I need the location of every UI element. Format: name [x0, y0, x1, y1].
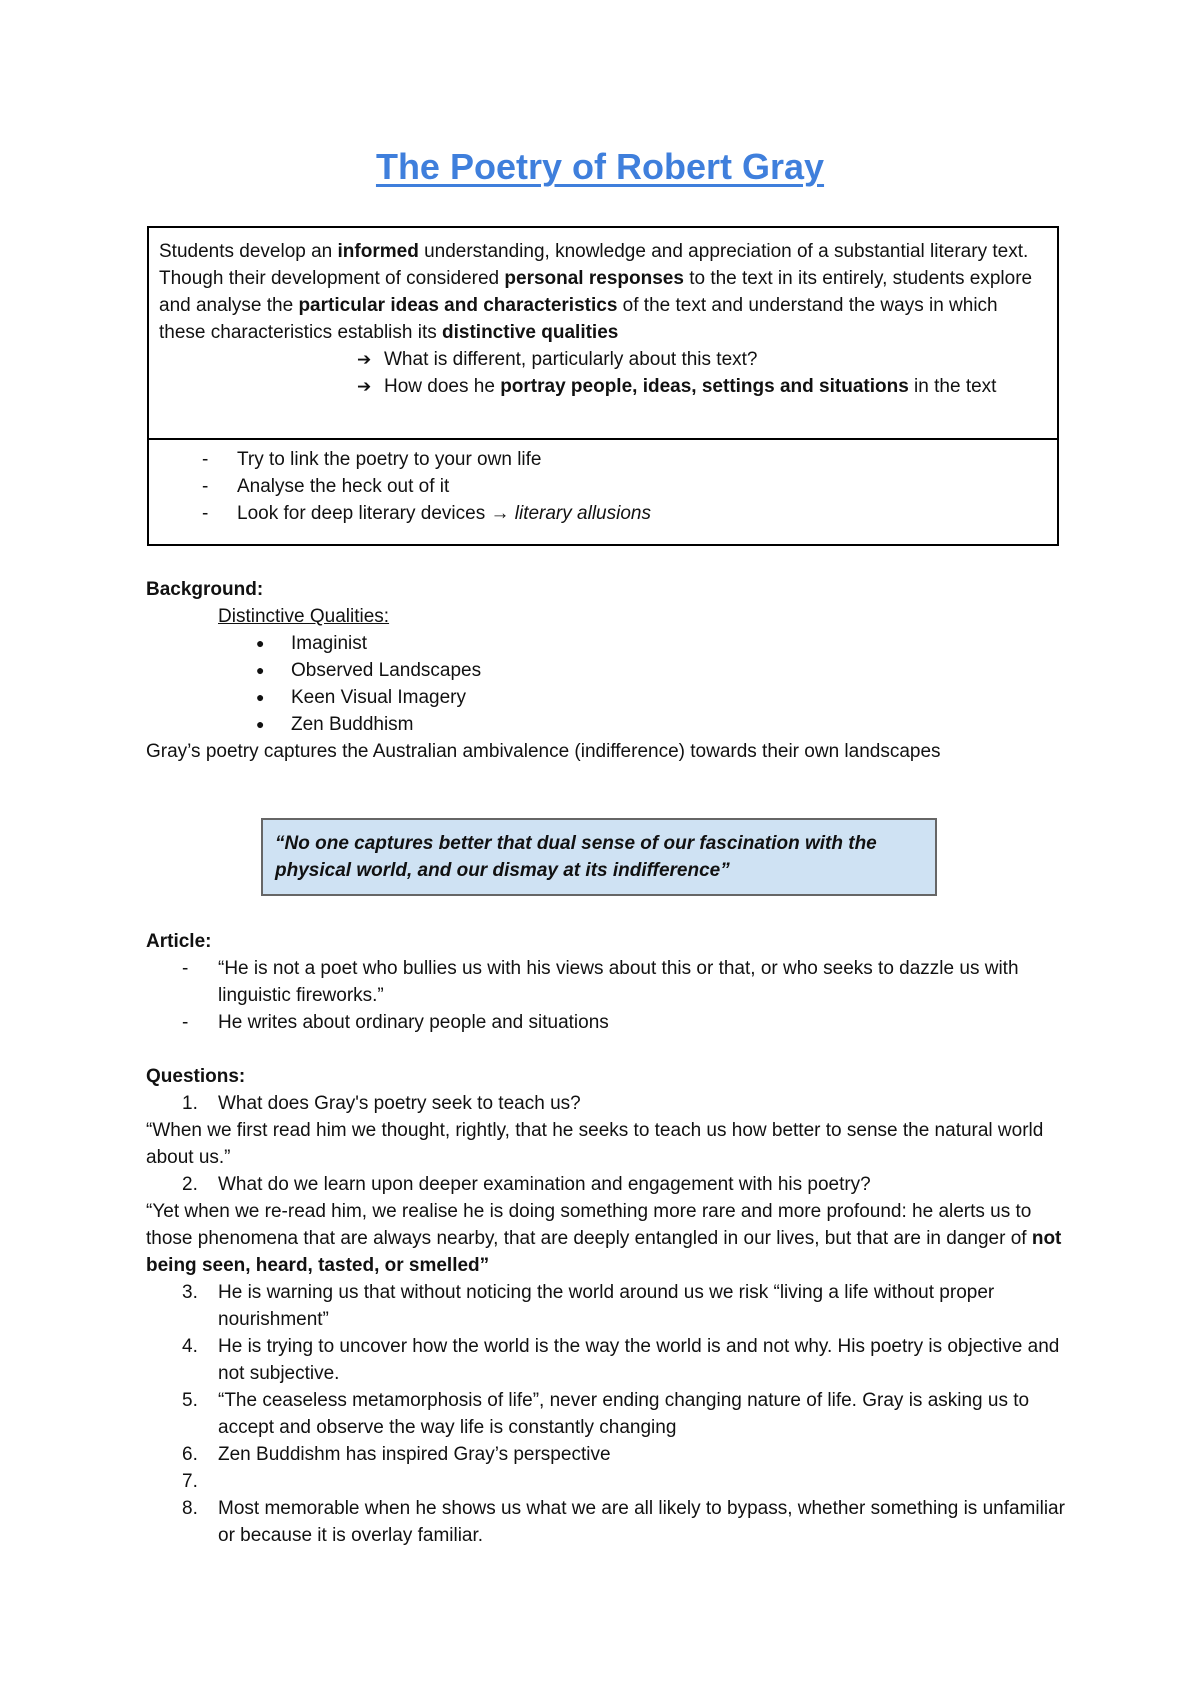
- item-text: He is warning us that without noticing the world around us we risk “living a life without proper nourishment”: [218, 1282, 995, 1330]
- italic-text: literary allusions: [514, 503, 651, 524]
- intro-box: [147, 226, 1059, 440]
- numbered-item: [146, 1495, 1066, 1549]
- tip-item: [159, 500, 1047, 527]
- section-heading: Questions:: [146, 1066, 246, 1087]
- item-text: He is trying to uncover how the world is the way the world is and not why. His poetry is objective and not subjective.: [218, 1336, 1060, 1384]
- tip-text: Analyse the heck out of it: [237, 476, 450, 497]
- item-text: Zen Buddishm has inspired Gray’s perspective: [218, 1444, 611, 1465]
- text: understanding, knowledge and appreciation of a substantial literary text. Though their development of considered: [159, 241, 1029, 289]
- article-section: [146, 928, 1066, 1036]
- question-text: What does Gray's poetry seek to teach us?: [218, 1093, 581, 1114]
- item-number: 8.: [182, 1498, 198, 1519]
- numbered-item: [146, 1279, 1066, 1333]
- item-text: Most memorable when he shows us what we are all likely to bypass, whether something is unfamiliar or because it is overlay familiar.: [218, 1498, 1065, 1546]
- numbered-item: [146, 1333, 1066, 1387]
- text: “Yet when we re-read him, we realise he is doing something more rare and more profound: he alerts us to those phenomena that are always nearby, that are deeply entangled in our lives, but that are in danger of: [146, 1201, 1032, 1249]
- bold-text: not being seen, heard, tasted, or smelled”: [146, 1228, 1062, 1276]
- text: to the text in its entirely, students explore and analyse the: [159, 268, 1033, 316]
- list-item: [146, 630, 1066, 657]
- item-text: [218, 1471, 223, 1492]
- arrow-icon: ➔: [357, 350, 372, 369]
- item-number: 4.: [182, 1336, 198, 1357]
- tip-item: [159, 446, 1047, 473]
- list-item: [146, 1009, 1066, 1036]
- text: of the text and understand the ways in which these characteristics establish its: [159, 295, 998, 343]
- list-item-text: Imaginist: [291, 633, 368, 654]
- answer-text: “When we first read him we thought, rightly, that he seeks to teach us how better to sense the natural world about us.”: [146, 1120, 1044, 1168]
- question-text: What is different, particularly about this text?: [384, 349, 758, 370]
- page-title: The Poetry of Robert Gray: [375, 146, 825, 187]
- item-number: 1.: [182, 1093, 198, 1114]
- numbered-item: [146, 1171, 1066, 1198]
- guiding-question: [159, 346, 1047, 373]
- section-heading: Article:: [146, 931, 212, 952]
- numbered-item: [146, 1468, 1066, 1495]
- list-item-text: Keen Visual Imagery: [291, 687, 466, 708]
- background-summary: Gray’s poetry captures the Australian ambivalence (indifference) towards their own landscapes: [146, 741, 941, 762]
- dash-marker: -: [202, 503, 209, 524]
- numbered-item: [146, 1090, 1066, 1117]
- item-number: 2.: [182, 1174, 198, 1195]
- item-text: “The ceaseless metamorphosis of life”, never ending changing nature of life. Gray is asking us to accept and observe the way life is constantly changing: [218, 1390, 1030, 1438]
- numbered-item: [146, 1387, 1066, 1441]
- list-item-text: Zen Buddhism: [291, 714, 414, 735]
- dash-marker: -: [182, 1012, 189, 1033]
- sub-heading: Distinctive Qualities:: [218, 606, 390, 627]
- list-item: [146, 657, 1066, 684]
- list-item: [146, 711, 1066, 738]
- bullet-icon: ●: [256, 716, 265, 732]
- question-text: How does he: [384, 376, 501, 397]
- tip-text: Look for deep literary devices →: [237, 503, 515, 524]
- item-number: 6.: [182, 1444, 198, 1465]
- answer-text: [146, 1198, 1066, 1279]
- numbered-item: [146, 1441, 1066, 1468]
- bold-text: personal responses: [504, 268, 684, 289]
- list-item: [146, 684, 1066, 711]
- dash-marker: -: [202, 449, 209, 470]
- bold-text: distinctive qualities: [442, 322, 619, 343]
- item-number: 7.: [182, 1471, 198, 1492]
- intro-paragraph: [159, 238, 1047, 346]
- list-item-text: Observed Landscapes: [291, 660, 482, 681]
- dash-marker: -: [202, 476, 209, 497]
- bullet-icon: ●: [256, 689, 265, 705]
- highlighted-quote: “No one captures better that dual sense of our fascination with the physical world, and our dismay at its indifference”: [261, 818, 937, 896]
- tip-text: Try to link the poetry to your own life: [237, 449, 542, 470]
- question-text: What do we learn upon deeper examination and engagement with his poetry?: [218, 1174, 871, 1195]
- arrow-icon: ➔: [357, 377, 372, 396]
- list-item-text: He writes about ordinary people and situations: [218, 1012, 609, 1033]
- list-item-text: “He is not a poet who bullies us with his views about this or that, or who seeks to dazzle us with linguistic fireworks.”: [218, 958, 1019, 1006]
- bold-text: informed: [337, 241, 419, 262]
- tip-item: [159, 473, 1047, 500]
- dash-marker: -: [182, 958, 189, 979]
- bold-text: particular ideas and characteristics: [298, 295, 618, 316]
- guiding-question: [159, 373, 1047, 400]
- list-item: [146, 955, 1066, 1009]
- questions-section: [146, 1063, 1066, 1549]
- bullet-icon: ●: [256, 662, 265, 678]
- item-number: 3.: [182, 1282, 198, 1303]
- tips-box: [147, 438, 1059, 546]
- bold-text: portray people, ideas, settings and situations: [500, 376, 909, 397]
- section-heading: Background:: [146, 579, 264, 600]
- question-text: in the text: [908, 376, 997, 397]
- text: Students develop an: [159, 241, 338, 262]
- background-section: [146, 576, 1066, 765]
- item-number: 5.: [182, 1390, 198, 1411]
- bullet-icon: ●: [256, 635, 265, 651]
